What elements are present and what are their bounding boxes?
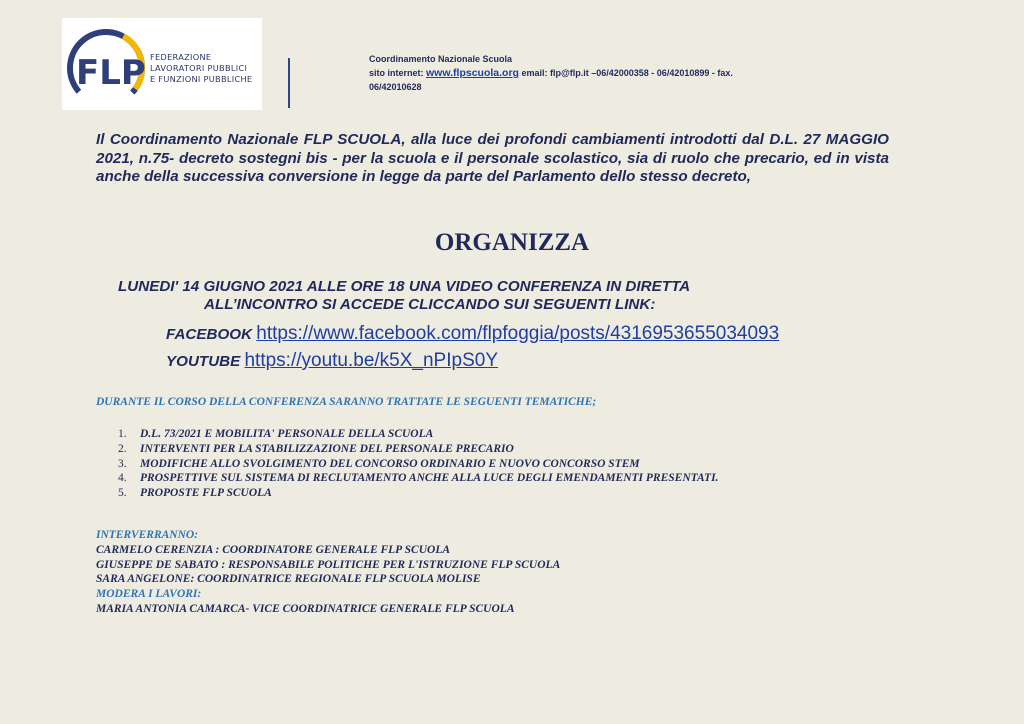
- topic-number: 2.: [118, 442, 127, 455]
- topic-text: MODIFICHE ALLO SVOLGIMENTO DEL CONCORSO ORDINARIO E NUOVO CONCORSO STEM: [140, 457, 640, 470]
- topics-intro: DURANTE IL CORSO DELLA CONFERENZA SARANNO TRATTATE LE SEGUENTI TEMATICHE;: [96, 396, 597, 408]
- speaker-2: GIUSEPPE DE SABATO : RESPONSABILE POLITICHE PER L'ISTRUZIONE FLP SCUOLA: [96, 558, 561, 571]
- moderator-name: MARIA ANTONIA CAMARCA- VICE COORDINATRICE GENERALE FLP SCUOLA: [96, 602, 515, 615]
- flp-logo-lettering: FLP: [76, 53, 146, 93]
- email-phone: email: flp@flp.it –06/42000358 - 06/42010899 - fax.: [518, 68, 733, 78]
- topic-number: 5.: [118, 487, 127, 500]
- event-line-2: ALL’INCONTRO SI ACCEDE CLICCANDO SUI SEGUENTI LINK:: [204, 296, 656, 313]
- contact-title: Coordinamento Nazionale Scuola: [369, 54, 513, 64]
- list-item: [118, 442, 718, 457]
- event-line-1: LUNEDI' 14 GIUGNO 2021 ALLE ORE 18 UNA VIDEO CONFERENZA IN DIRETTA: [118, 278, 691, 295]
- contact-line: [369, 66, 829, 80]
- speaker-1: CARMELO CERENZIA : COORDINATORE GENERALE FLP SCUOLA: [96, 543, 451, 556]
- list-item: [118, 427, 718, 442]
- topics-list: [118, 427, 718, 501]
- logo-line-3: E FUNZIONI PUBBLICHE: [150, 74, 253, 84]
- organizza-heading: ORGANIZZA: [434, 229, 590, 256]
- topic-number: 3.: [118, 457, 127, 470]
- site-label: sito internet:: [369, 68, 427, 78]
- topic-text: D.L. 73/2021 E MOBILITA' PERSONALE DELLA SCUOLA: [140, 428, 434, 440]
- speakers-block: [96, 528, 560, 617]
- event-details: [118, 278, 878, 314]
- list-item: [118, 486, 718, 501]
- topic-text: PROSPETTIVE SUL SISTEMA DI RECLUTAMENTO ANCHE ALLA LUCE DEGLI EMENDAMENTI PRESENTATI.: [140, 472, 719, 485]
- moderator-heading: MODERA I LAVORI:: [96, 588, 202, 601]
- contact-block: [369, 52, 829, 94]
- topic-number: 4.: [118, 472, 127, 485]
- fax-continued: 06/42010628: [369, 82, 422, 92]
- topic-text: INTERVENTI PER LA STABILIZZAZIONE DEL PERSONALE PRECARIO: [140, 442, 514, 455]
- speakers-heading: INTERVERRANNO:: [96, 529, 199, 541]
- speaker-3: SARA ANGELONE: COORDINATRICE REGIONALE FLP SCUOLA MOLISE: [96, 573, 481, 586]
- topic-text: PROPOSTE FLP SCUOLA: [140, 487, 272, 500]
- flp-logo: [62, 18, 262, 110]
- list-item: [118, 457, 718, 472]
- topic-number: 1.: [118, 428, 127, 440]
- logo-line-1: FEDERAZIONE: [150, 52, 212, 62]
- site-link[interactable]: www.flpscuola.org: [426, 67, 519, 79]
- facebook-label: FACEBOOK: [166, 326, 257, 343]
- youtube-row: [166, 350, 498, 372]
- list-item: [118, 471, 718, 486]
- logo-line-2: LAVORATORI PUBBLICI: [150, 63, 248, 73]
- youtube-label: YOUTUBE: [166, 353, 245, 370]
- facebook-row: [166, 323, 779, 345]
- logo-org-name: [150, 52, 252, 85]
- facebook-link[interactable]: https://www.facebook.com/flpfoggia/posts/4316953655034093: [256, 323, 780, 344]
- header-divider: [288, 58, 290, 108]
- intro-paragraph: Il Coordinamento Nazionale FLP SCUOLA, alla luce dei profondi cambiamenti introdotti dal D.L. 27 MAGGIO 2021, n.75- decreto sostegni bis - per la scuola e il personale scolastico, sia di ruolo che precario, ed in vista anche della successiva conversione in legge da parte del Parlamento dello stesso decreto,: [96, 131, 889, 185]
- youtube-link[interactable]: https://youtu.be/k5X_nPIpS0Y: [244, 350, 498, 371]
